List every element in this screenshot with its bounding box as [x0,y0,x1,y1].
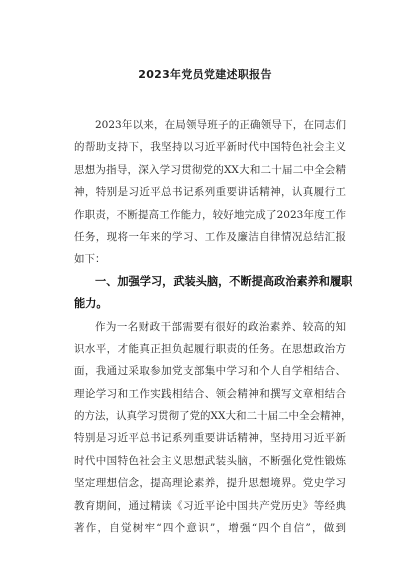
paragraph-line: 著作，自觉树牢“四个意识”，增强“四个自信”，做到 [74,522,346,535]
document-body [74,114,353,539]
document-title: 2023年党员党建述职报告 [138,68,272,81]
paragraph-line: 2023年以来，在局领导班子的正确领导下，在同志们 [95,119,346,131]
paragraph-line: 坚定理想信念，提高理论素养，提升思想境界。党史学习 [74,477,346,490]
section-heading [74,271,353,316]
paragraph-line: 神，特别是习近平总书记系列重要讲话精神，认真履行工 [74,186,346,199]
paragraph-line: 作职责，不断提高工作能力，较好地完成了2023年度工作 [74,208,346,221]
paragraph-line: 的帮助支持下，我坚持以习近平新时代中国特色社会主义 [74,141,346,154]
section-paragraph [74,316,352,540]
paragraph-line: 时代中国特色社会主义思想武装头脑，不断强化党性锻炼 [74,454,346,467]
paragraph-line: 教育期间，通过精读《习近平论中国共产党历史》等经典 [74,499,346,512]
paragraph-line: 如下： [74,253,106,266]
heading-line: 能力。 [74,297,108,311]
intro-paragraph [74,114,346,271]
paragraph-line: 理论学习和工作实践相结合、领会精神和撰写文章相结合 [74,387,346,400]
paragraph-line: 的方法，认真学习贯彻了党的XX大和二十届二中全会精神， [74,410,352,423]
paragraph-line: 任务，现将一年来的学习、工作及廉洁自律情况总结汇报 [74,230,346,243]
paragraph-line: 作为一名财政干部需要有很好的政治素养、较高的知 [95,320,346,333]
paragraph-line: 特别是习近平总书记系列重要讲话精神，坚持用习近平新 [74,432,346,445]
paragraph-line: 思想为指导，深入学习贯彻党的XX大和二十届二中全会精 [74,163,346,176]
paragraph-line: 识水平，才能真正担负起履行职责的任务。在思想政治方 [74,342,346,355]
heading-line: 一、加强学习，武装头脑，不断提高政治素养和履职 [95,274,353,288]
paragraph-line: 面，我通过采取参加党支部集中学习和个人自学相结合、 [74,365,346,378]
